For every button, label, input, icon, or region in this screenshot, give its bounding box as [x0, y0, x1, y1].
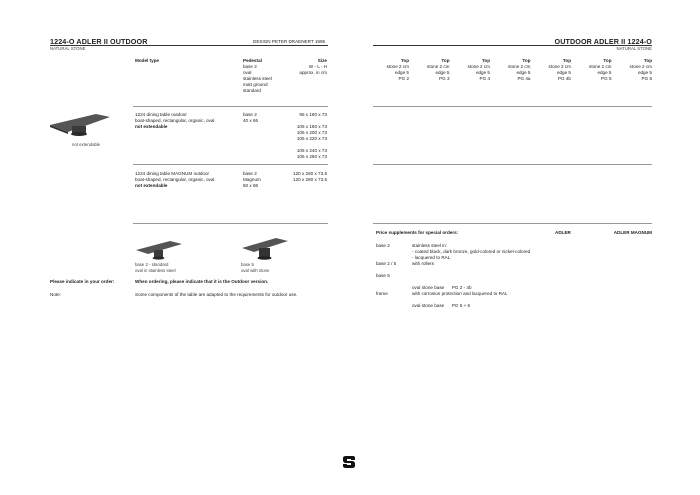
- top-column: Top stone 2 cm edge 5 PG 4b: [548, 58, 571, 81]
- base5-table-image: [240, 237, 290, 261]
- supplement-base5-text: oval stone base PG 2 - 4b oval stone base PG 5 + 6: [412, 284, 472, 308]
- left-header-rule: [50, 45, 328, 46]
- left-page-title: 1224-O ADLER II OUTDOOR: [50, 37, 148, 46]
- top-column: Top stone 2 cm edge 5 PG 4a: [508, 58, 531, 81]
- row1-model: 1224 dining table outdoor boat-shaped, rectangular, organic, oval not extendable: [135, 112, 215, 129]
- order-text: When ordering, please indicate that it is the Outdoor version.: [135, 279, 269, 284]
- top-column: Top stone 2 cm edge 5 PG 5: [589, 58, 612, 81]
- row2-pedestal: base 2 Magnum 50 x 86: [243, 171, 261, 188]
- table-image-caption: not extendable: [72, 142, 101, 147]
- pedestal-header: Pedestal base 2 oval stainless steel matt ground standard: [243, 58, 272, 93]
- supplement-base2-text: stainless steel in: - coated black, dark bronze, gold-colored or nickel-colored - lacquered to RAL: [412, 243, 531, 260]
- base2-caption: base 2 - standard oval in stainless steel: [135, 262, 176, 273]
- top-column: Top stone 2 cm edge 5 PG 4: [467, 58, 490, 81]
- top-column: Top stone 2 cm edge 5 PG 2: [386, 58, 409, 81]
- supplement-frame-text: with corrosion protection and lacquered to RAL: [412, 291, 508, 296]
- supplements-title: Price supplements for special orders:: [376, 230, 459, 235]
- row2-sizes: 120 x 260 x 73.5 120 x 280 x 73.5: [293, 171, 327, 182]
- supplement-base25-text: with rollers: [412, 261, 434, 266]
- model-type-header: Model type: [135, 58, 159, 63]
- right-rule-1: [373, 106, 652, 107]
- top-column: Top stone 2 cm edge 5 PG 3: [427, 58, 450, 81]
- supplement-base25-label: base 2 / 5: [376, 261, 397, 266]
- row1-sizes: 95 x 160 x 73 105 x 160 x 73 105 x 200 x 73 105 x 220 x 73 105 x 240 x 73 105 x 260 x 73: [296, 112, 327, 159]
- right-page-title: OUTDOOR ADLER II 1224-O: [554, 37, 652, 46]
- design-credit: DESIGN PETER DRAENERT 1995: [253, 39, 326, 44]
- supplement-base2-label: base 2: [376, 243, 390, 248]
- supplement-base5-label: base 5: [376, 273, 390, 278]
- right-rule-2: [373, 164, 652, 165]
- base5-caption: base 5 oval with stone: [241, 262, 270, 273]
- supplement-frame-label: frame: [376, 291, 388, 296]
- left-page-subtitle: NATURAL STONE: [50, 46, 86, 51]
- row1-pedestal: base 2 40 x 66: [243, 112, 259, 123]
- brand-logo-icon: [342, 456, 356, 468]
- note-text: Some components of the table are adapted to the requirements for outdoor use.: [135, 292, 298, 297]
- right-header-rule: [373, 45, 652, 46]
- row3-rule: [133, 223, 328, 224]
- right-rule-3: [373, 223, 652, 224]
- note-label: Note:: [50, 292, 61, 297]
- supplements-col-adler: ADLER: [555, 230, 571, 235]
- base2-table-image: [134, 240, 184, 262]
- table-image-standard: [48, 112, 112, 142]
- top-column: Top stone 2 cm edge 5 PG 6: [629, 58, 652, 81]
- size-header: Size W - L - H approx. in cm: [299, 58, 327, 75]
- supplements-col-magnum: ADLER MAGNUM: [613, 230, 652, 235]
- row2-rule: [133, 164, 328, 165]
- row1-rule: [133, 106, 328, 107]
- right-page-subtitle: NATURAL STONE: [616, 46, 652, 51]
- order-label: Please indicate in your order:: [50, 279, 115, 284]
- row2-model: 1224 dining table MAGNUM outdoor boat-shaped, rectangular, organic, oval not extendable: [135, 171, 215, 188]
